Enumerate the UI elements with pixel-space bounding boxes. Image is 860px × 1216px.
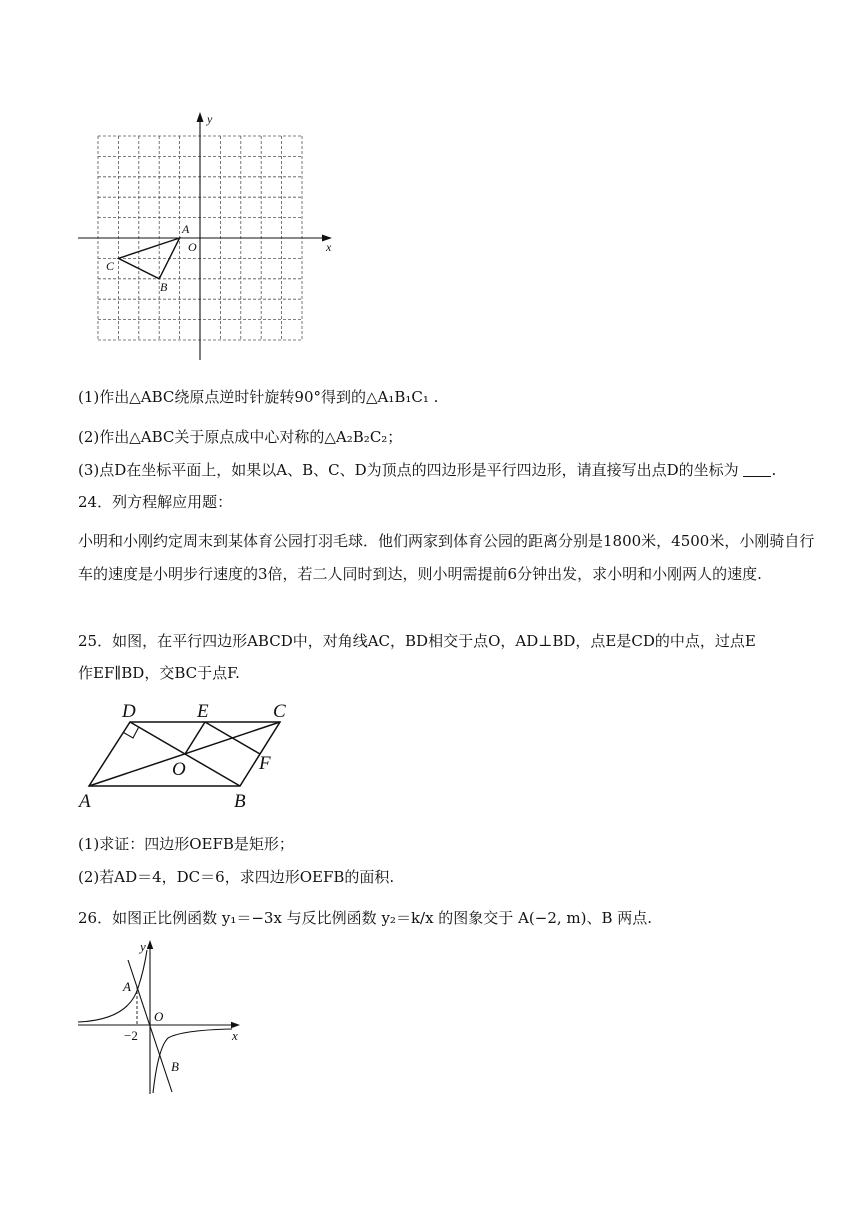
tick-minus-two: −2 <box>124 1028 138 1043</box>
x-axis-label: x <box>326 240 332 254</box>
x-axis-label-2: x <box>232 1028 238 1043</box>
q25-part2: (2)若AD＝4，DC＝6，求四边形OEFB的面积. <box>78 868 395 886</box>
q25-part1: (1)求证：四边形OEFB是矩形； <box>78 835 294 853</box>
origin-label-2: O <box>154 1009 164 1024</box>
point-a-label-3: A <box>123 979 131 994</box>
y-axis-label-2: y <box>140 939 146 954</box>
q23-part3-end: . <box>771 461 777 479</box>
point-e-label: E <box>197 701 209 722</box>
q23-part2: (2)作出△ABC关于原点成中心对称的△A₂B₂C₂； <box>78 428 403 446</box>
point-d-label: D <box>122 701 136 722</box>
q23-coordinate-grid-figure <box>74 110 344 370</box>
point-o-label: O <box>172 759 186 780</box>
q25-line1: 25．如图，在平行四边形ABCD中，对角线AC，BD相交于点O，AD⊥BD，点E是CD的中点，过点E <box>78 632 756 650</box>
point-f-label: F <box>259 753 271 774</box>
point-a-label-2: A <box>79 791 91 812</box>
point-b-label-2: B <box>234 791 246 812</box>
point-c-label: C <box>106 259 115 273</box>
point-b-label: B <box>160 280 168 294</box>
q26-line1: 26．如图正比例函数 y₁＝−3x 与反比例函数 y₂＝k/x 的图象交于 A(−2, m)、B 两点. <box>78 909 653 927</box>
q24-body: 小明和小刚约定周末到某体育公园打羽毛球．他们两家到体育公园的距离分别是1800米，4500米，小刚骑自行车的速度是小明步行速度的3倍，若二人同时到达，则小明需提前6分钟出发，求小明和小刚两人的速度. <box>78 532 815 583</box>
origin-label: O <box>188 240 197 254</box>
point-b-label-3: B <box>171 1059 179 1074</box>
answer-blank[interactable] <box>743 462 771 477</box>
q24-title: 24．列方程解应用题： <box>78 493 233 511</box>
point-a-label: A <box>182 222 190 236</box>
q23-part3-text: (3)点D在坐标平面上，如果以A、B、C、D为顶点的四边形是平行四边形，请直接写出点D的坐标为 <box>78 461 739 479</box>
q25-line2: 作EF∥BD，交BC于点F. <box>78 664 240 682</box>
y-axis-label: y <box>207 112 213 126</box>
point-c-label-2: C <box>273 701 286 722</box>
q26-function-graph-figure <box>74 936 249 1096</box>
q25-parallelogram-figure <box>74 698 299 816</box>
q23-part1: (1)作出△ABC绕原点逆时针旋转90°得到的△A₁B₁C₁ . <box>78 388 439 406</box>
q23-part3 <box>78 459 820 481</box>
